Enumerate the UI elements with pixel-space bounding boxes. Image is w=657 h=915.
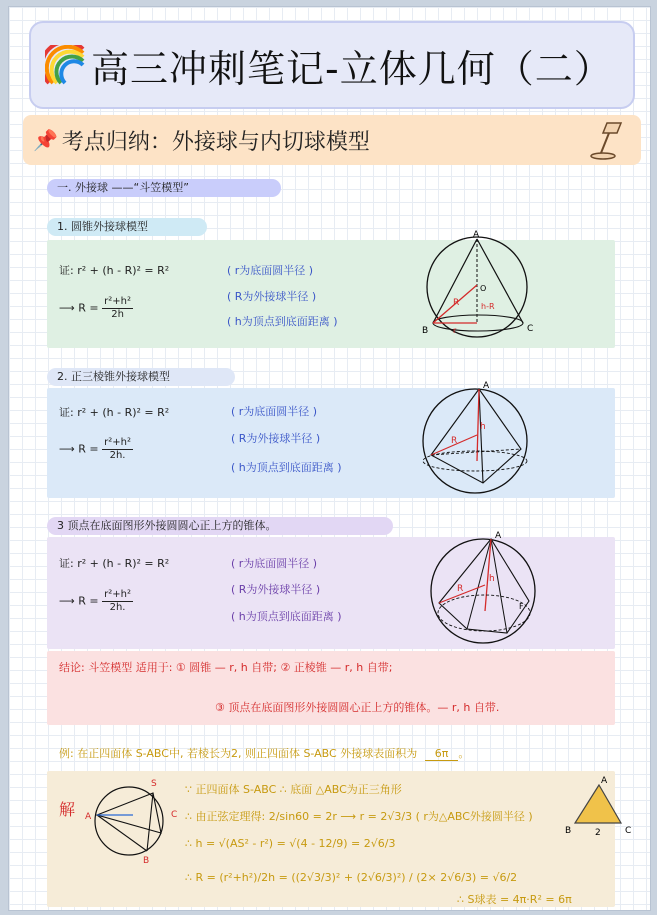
pyramid-sphere-diagram: [417, 379, 537, 497]
model2-result: ⟶ R = $\frac{\text{r²+h²}}{2h.}$: [59, 437, 131, 461]
label-B: B: [422, 326, 429, 336]
solution-step-1: ∵ 正四面体 S-ABC ∴ 底面 △ABC为正三角形: [185, 783, 402, 796]
label-C: C: [527, 324, 534, 334]
label-A: A: [601, 776, 608, 786]
solution-label: 解: [59, 800, 76, 819]
label-h: h: [489, 574, 495, 584]
label-h: h: [480, 422, 486, 432]
section-heading: 一. 外接球 ——“斗笠模型”: [47, 179, 281, 197]
cone-sphere-diagram: [419, 229, 539, 341]
rainbow-icon: [45, 45, 85, 85]
model3-note-1: ( r为底面圆半径 ): [231, 557, 318, 570]
model1-note-2: ( R为外接球半径 ): [227, 290, 317, 303]
topic-banner: [23, 115, 641, 165]
label-R: R: [457, 584, 464, 594]
label-r: r: [453, 326, 457, 335]
label-B: B: [143, 856, 150, 866]
summary-line-2: ③ 顶点在底面图形外接圆圆心正上方的锥体。— r, h 自带.: [215, 701, 500, 714]
page-title: 高三冲刺笔记-立体几何（二）: [91, 46, 613, 91]
model3-heading: 3 顶点在底面图形外接圆圆心正上方的锥体。: [47, 517, 393, 535]
label-A: A: [85, 812, 92, 822]
model3-note-2: ( R为外接球半径 ): [231, 583, 321, 596]
solution-step-5: ∴ S球表 = 4π·R² = 6π: [457, 893, 572, 906]
label-C: C: [625, 826, 632, 836]
model1-note-3: ( h为顶点到底面距离 ): [227, 315, 338, 328]
model2-heading: 2. 正三棱锥外接球模型: [47, 368, 235, 386]
label-B: B: [565, 826, 572, 836]
model3-result: ⟶ R = $\frac{\text{r²+h²}}{2h.}$: [59, 589, 131, 613]
model3-note-3: ( h为顶点到底面距离 ): [231, 610, 342, 623]
model1-note-1: ( r为底面圆半径 ): [227, 264, 314, 277]
solution-step-2: ∴ 由正弦定理得: 2/sin60 = 2r ⟶ r = 2√3/3 ( r为△ABC外接圆半径 ): [185, 810, 533, 823]
model1-heading: 1. 圆锥外接球模型: [47, 218, 207, 236]
model3-formula: 证: r² + (h - R)² = R²: [59, 557, 170, 570]
desk-lamp-icon: [587, 119, 627, 161]
solution-step-3: ∴ h = √(AS² - r²) = √(4 - 12/9) = 2√6/3: [185, 837, 396, 850]
label-O: O: [480, 284, 487, 293]
side-length-label: 2: [595, 828, 601, 837]
label-h-minus-R: h-R: [481, 302, 495, 311]
topic-title: 考点归纳：外接球与内切球模型: [61, 129, 370, 155]
model1-formula: 证: r² + (h - R)² = R²: [59, 264, 170, 277]
label-F: F: [519, 602, 524, 611]
pushpin-icon: 📌: [33, 128, 58, 152]
equilateral-triangle-diagram: [565, 773, 637, 837]
label-A: A: [495, 531, 502, 541]
title-banner: [29, 21, 635, 109]
label-R: R: [453, 298, 460, 308]
model1-result: ⟶ R = $\frac{\text{r²+h²}}{2h}$: [59, 296, 131, 320]
label-A: A: [483, 381, 490, 391]
model2-note-2: ( R为外接球半径 ): [231, 432, 321, 445]
label-S: S: [151, 779, 157, 789]
model2-note-1: ( r为底面圆半径 ): [231, 405, 318, 418]
example-question: 例: 在正四面体 S-ABC中, 若棱长为2, 则正四面体 S-ABC 外接球表面积为 6π 。: [59, 747, 470, 760]
model2-formula: 证: r² + (h - R)² = R²: [59, 406, 170, 419]
tetra-top-view-diagram: [83, 775, 183, 867]
note-page: [8, 6, 651, 911]
label-R: R: [451, 436, 458, 446]
label-C: C: [171, 810, 178, 820]
label-A: A: [473, 230, 480, 240]
model2-note-3: ( h为顶点到底面距离 ): [231, 461, 342, 474]
summary-line-1: 结论: 斗笠模型 适用于: ① 圆锥 — r, h 自带; ② 正棱锥 — r, h 自带;: [59, 661, 393, 674]
solution-step-4: ∴ R = (r²+h²)/2h = ((2√3/3)² + (2√6/3)²) / (2× 2√6/3) = √6/2: [185, 871, 518, 884]
example-answer: 6π: [425, 747, 459, 761]
cone-polygon-diagram: [427, 529, 543, 647]
